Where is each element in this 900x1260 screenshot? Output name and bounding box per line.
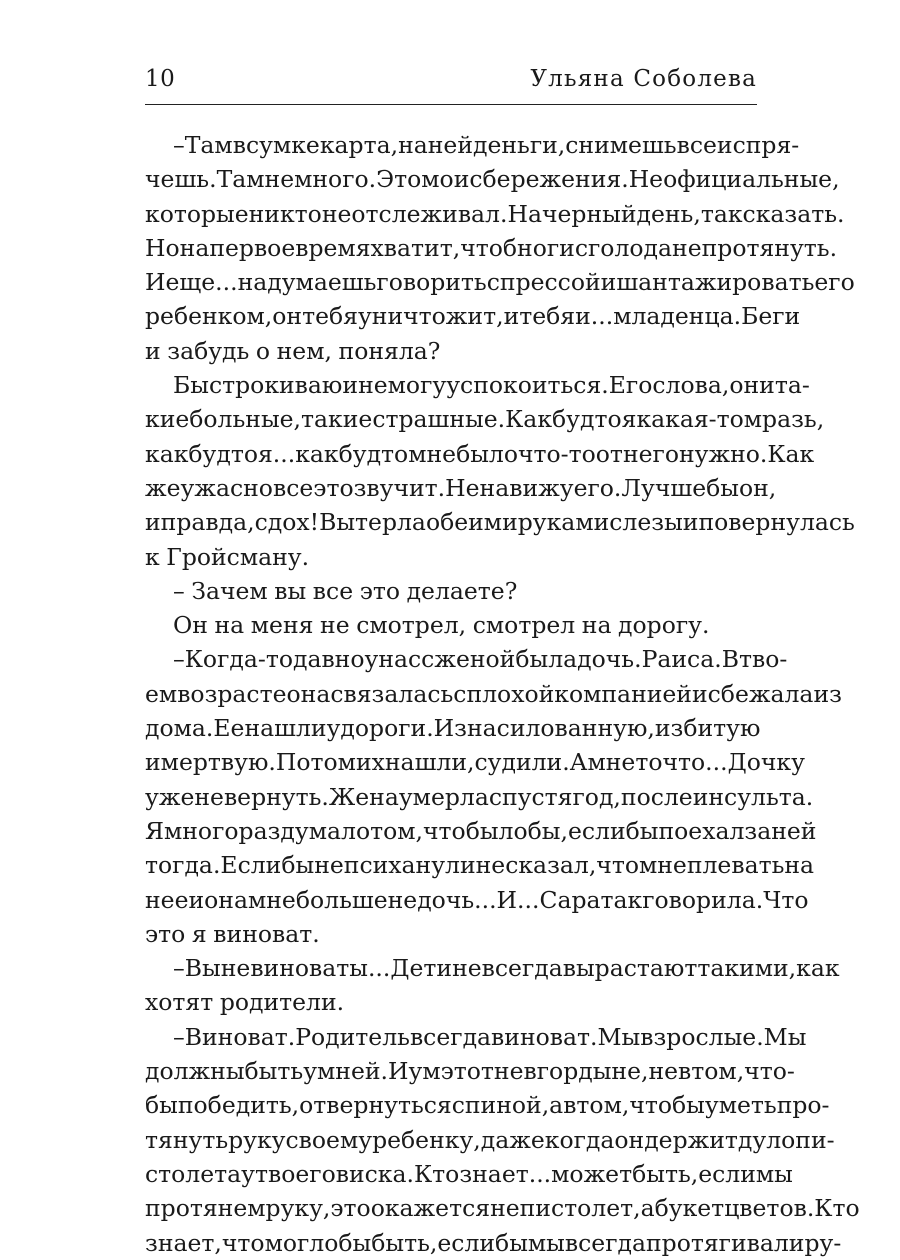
text-line: – Зачем вы все это делаете? xyxy=(173,576,518,605)
text-line: и забудь о нем, поняла? xyxy=(145,336,441,365)
text-line: и мертвую. Потом их нашли, судили. А мне то что...Дочку xyxy=(145,748,805,777)
text-line: Я много раз думал о том, что было бы, если бы поехал за ней xyxy=(145,816,817,845)
text-line: столета у твоего виска. Кто знает...может быть, если мы xyxy=(145,1159,793,1188)
text-line: Быстро киваю и не могу успокоиться. Его слова, они та- xyxy=(173,371,810,400)
text-line: и правда, сдох! Вытерла обеими руками слезы и повернулась xyxy=(145,508,855,537)
text-line: которые никто не отслеживал. На черный день, так сказать. xyxy=(145,199,845,228)
page-number: 10 xyxy=(145,66,176,92)
text-line: чешь. Там немного. Это мои сбережения. Неофициальные, xyxy=(145,165,840,194)
text-line: кие больные, такие страшные. Как будто я какая-то мразь, xyxy=(145,405,825,434)
text-line: же ужасно все это звучит. Ненавижу его. Лучше бы он, xyxy=(145,473,777,502)
text-line: знает, что могло бы быть, если бы мы всегда протягивали ру- xyxy=(145,1228,842,1257)
text-line: тянуть руку своему ребенку, даже когда он держит дуло пи- xyxy=(145,1125,835,1154)
text-line: тогда. Если бы не психанул и не сказал, что мне плевать на xyxy=(145,851,815,880)
text-line: протянем руку, это окажется не пистолет, а букет цветов. Кто xyxy=(145,1194,860,1223)
text-line: это я виноват. xyxy=(145,919,320,948)
header-rule xyxy=(145,104,757,105)
text-line: Но на первое время хватит, чтоб ноги с голода не протянуть. xyxy=(145,233,838,262)
running-head-author: Ульяна Соболева xyxy=(530,66,757,92)
text-line: уже не вернуть. Жена умерла спустя год, после инсульта. xyxy=(145,782,814,811)
text-line: ребенком, он тебя уничтожит, и тебя и...младенца. Беги xyxy=(145,302,801,331)
text-line: – Вы не виноваты...Дети не всегда вырастают такими, как xyxy=(173,954,840,983)
text-line: Он на меня не смотрел, смотрел на дорогу. xyxy=(173,611,710,640)
text-line: – Виноват. Родитель всегда виноват. Мы взрослые. Мы xyxy=(173,1022,807,1051)
page-header xyxy=(145,62,757,102)
text-line: хотят родители. xyxy=(145,988,345,1017)
text-line: бы победить, отвернуться спиной, а в том, чтобы уметь про- xyxy=(145,1091,830,1120)
body-text xyxy=(145,128,860,1260)
text-line: к Гройсману. xyxy=(145,542,310,571)
text-line: как будто я...как будто мне было что-то от него нужно. Как xyxy=(145,439,815,468)
text-line: – Там в сумке карта, на ней деньги, снимешь все и спря- xyxy=(173,131,800,159)
text-line: нее и она мне больше не дочь...И...Сара так говорила. Что xyxy=(145,885,809,914)
text-line: – Когда-то давно у нас с женой была дочь. Раиса. В тво- xyxy=(173,645,788,674)
text-line: И еще...надумаешь говорить с прессой и шантажировать его xyxy=(145,268,855,297)
text-line: дома. Ее нашли у дороги. Изнасилованную, избитую xyxy=(145,714,761,743)
text-line: должны быть умней. И ум этот не в гордыне, не в том, что- xyxy=(145,1057,795,1086)
text-line: ем возрасте она связалась с плохой компанией и сбежала из xyxy=(145,679,842,708)
